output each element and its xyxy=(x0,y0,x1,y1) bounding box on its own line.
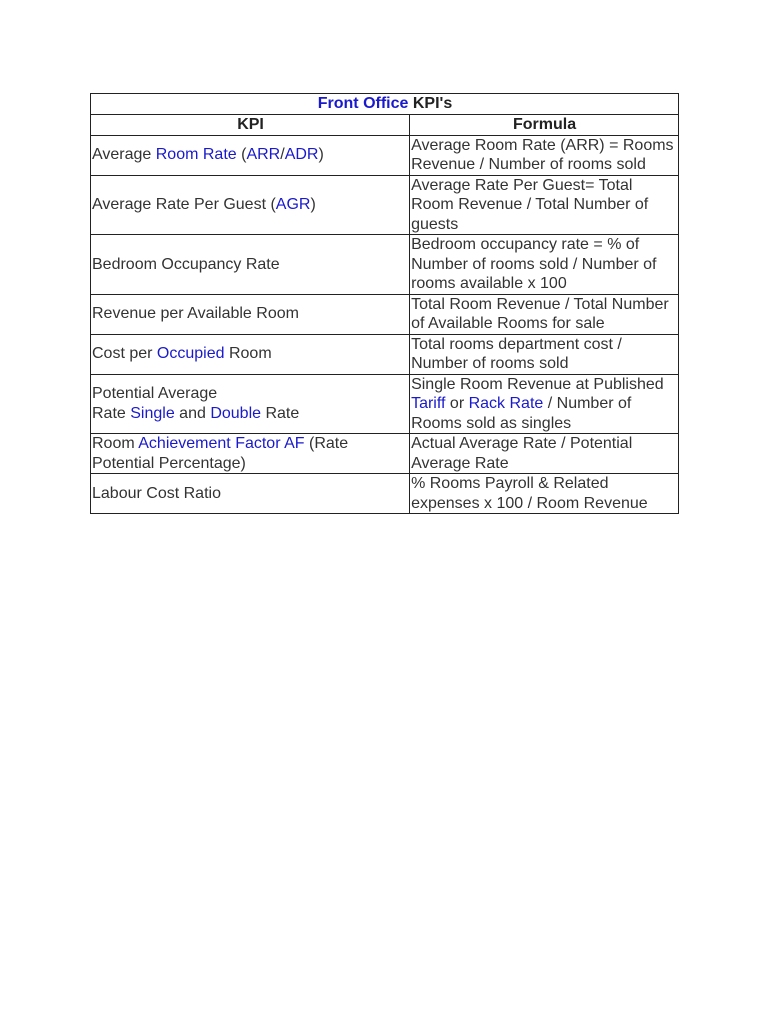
kpi-cell: Labour Cost Ratio xyxy=(91,474,410,514)
formula-cell: Actual Average Rate / Potential Average Rate xyxy=(410,434,679,474)
table-row xyxy=(91,374,679,434)
table-title-row xyxy=(91,94,679,115)
table-title: Front Office KPI's xyxy=(91,94,679,115)
adr-link[interactable]: ADR xyxy=(284,146,319,164)
formula-cell: Total rooms department cost / Number of rooms sold xyxy=(410,334,679,374)
table-row xyxy=(91,175,679,235)
kpi-cell: Cost per Occupied Room xyxy=(91,334,410,374)
kpi-cell: Average Room Rate (ARR/ADR) xyxy=(91,135,410,175)
table-row xyxy=(91,434,679,474)
formula-cell: Bedroom occupancy rate = % of Number of rooms sold / Number of rooms available x 100 xyxy=(410,235,679,295)
kpi-cell: Revenue per Available Room xyxy=(91,294,410,334)
table-row xyxy=(91,235,679,295)
front-office-link[interactable]: Front Office xyxy=(317,95,409,113)
table-row xyxy=(91,334,679,374)
kpi-cell: Average Rate Per Guest (AGR) xyxy=(91,175,410,235)
formula-cell: Average Room Rate (ARR) = Rooms Revenue / Number of rooms sold xyxy=(410,135,679,175)
agr-link[interactable]: AGR xyxy=(275,196,311,213)
room-rate-link[interactable]: Room Rate xyxy=(155,146,237,164)
table-row xyxy=(91,474,679,514)
achievement-factor-link[interactable]: Achievement Factor AF xyxy=(138,435,305,452)
header-kpi: KPI xyxy=(91,115,410,136)
table-header-row xyxy=(91,115,679,136)
header-formula: Formula xyxy=(410,115,679,136)
formula-cell: Single Room Revenue at Published Tariff or Rack Rate / Number of Rooms sold as singles xyxy=(410,374,679,434)
single-link[interactable]: Single xyxy=(130,404,175,422)
formula-cell: % Rooms Payroll & Related expenses x 100 / Room Revenue xyxy=(410,474,679,514)
kpi-table xyxy=(90,93,679,514)
formula-cell: Average Rate Per Guest= Total Room Revenue / Total Number of guests xyxy=(410,175,679,235)
kpi-cell: Room Achievement Factor AF (Rate Potential Percentage) xyxy=(91,434,410,474)
rack-rate-link[interactable]: Rack Rate xyxy=(468,395,544,412)
kpi-cell: Bedroom Occupancy Rate xyxy=(91,235,410,295)
formula-cell: Total Room Revenue / Total Number of Available Rooms for sale xyxy=(410,294,679,334)
double-link[interactable]: Double xyxy=(210,404,262,422)
tariff-link[interactable]: Tariff xyxy=(411,395,446,412)
table-row xyxy=(91,294,679,334)
occupied-link[interactable]: Occupied xyxy=(156,345,225,363)
kpi-cell: Potential Average Rate Single and Double Rate xyxy=(91,374,410,434)
table-row xyxy=(91,135,679,175)
arr-link[interactable]: ARR xyxy=(246,146,281,164)
